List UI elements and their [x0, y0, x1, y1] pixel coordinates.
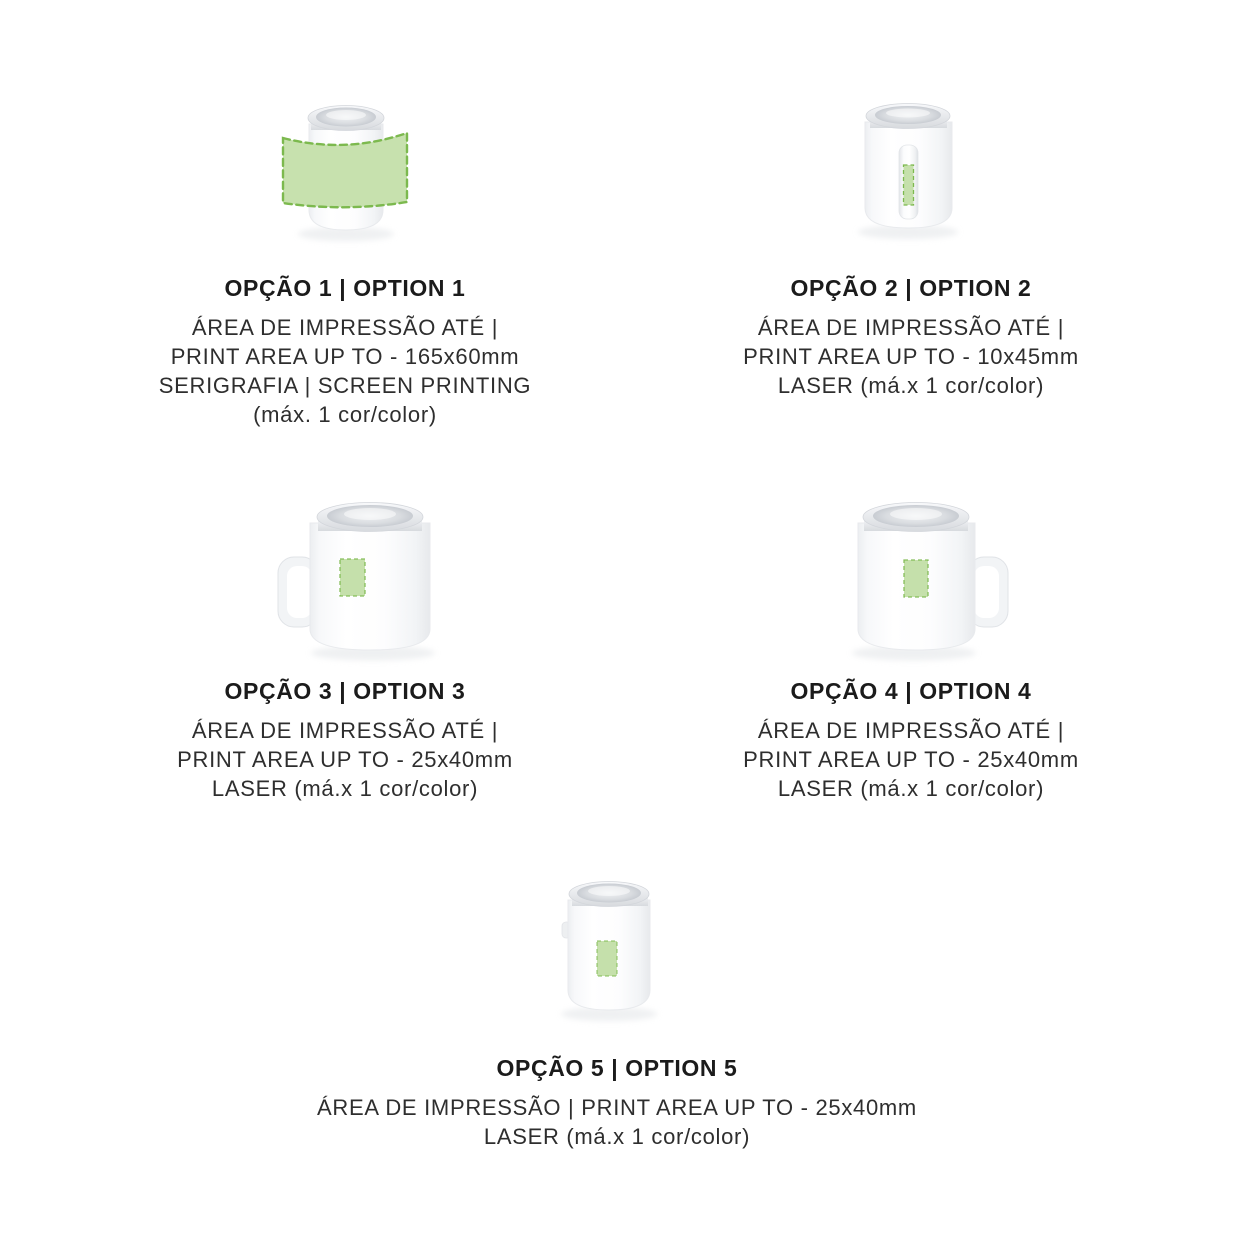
print-area-band [283, 133, 407, 207]
description-line: PRINT AREA UP TO - 165x60mm [170, 344, 520, 369]
option-block-4 [696, 493, 1126, 803]
description-line: PRINT AREA UP TO - 10x45mm [743, 344, 1079, 369]
option-1-description [130, 313, 560, 429]
product-image-option-5 [267, 870, 967, 1054]
option-4-title: OPÇÃO 4 | OPTION 4 [790, 678, 1032, 704]
description-line: (máx. 1 cor/color) [253, 402, 437, 427]
product-image-option-4 [696, 493, 1126, 677]
option-block-2 [696, 90, 1126, 400]
option-block-3 [130, 493, 560, 803]
description-line: ÁREA DE IMPRESSÃO ATÉ | [191, 315, 499, 340]
description-line: SERIGRAFIA | SCREEN PRINTING [158, 373, 532, 398]
mug-lid [569, 882, 649, 907]
description-line: ÁREA DE IMPRESSÃO ATÉ | [757, 315, 1065, 340]
option-5-title: OPÇÃO 5 | OPTION 5 [496, 1055, 738, 1081]
description-line: ÁREA DE IMPRESSÃO ATÉ | [191, 718, 499, 743]
mug-lid [308, 106, 384, 131]
product-image-option-1 [130, 90, 560, 274]
option-4-description [696, 716, 1126, 803]
option-2-description [696, 313, 1126, 400]
mug-left-handle-illustration [130, 493, 560, 677]
mug-right-handle-illustration [696, 493, 1126, 677]
option-block-5 [267, 870, 967, 1151]
tumbler-rect-illustration [267, 870, 967, 1054]
print-area-strip [904, 165, 914, 205]
option-2-title: OPÇÃO 2 | OPTION 2 [790, 275, 1032, 301]
description-line: LASER (má.x 1 cor/color) [483, 1124, 751, 1149]
option-block-1 [130, 90, 560, 429]
description-line: PRINT AREA UP TO - 25x40mm [177, 747, 513, 772]
mug-lid [866, 104, 950, 129]
description-line: ÁREA DE IMPRESSÃO | PRINT AREA UP TO - 25x40mm [317, 1095, 917, 1120]
print-area-rect [904, 560, 928, 597]
description-line: PRINT AREA UP TO - 25x40mm [743, 747, 1079, 772]
mug-body [310, 523, 430, 650]
print-area-rect [340, 559, 365, 596]
mug-lid [863, 503, 969, 532]
option-5-description [267, 1093, 967, 1151]
description-line: LASER (má.x 1 cor/color) [777, 776, 1045, 801]
product-image-option-2 [696, 90, 1126, 274]
mug-lid [317, 503, 423, 532]
product-image-option-3 [130, 493, 560, 677]
tumbler-band-illustration [130, 90, 560, 274]
description-line: LASER (má.x 1 cor/color) [777, 373, 1045, 398]
option-1-title: OPÇÃO 1 | OPTION 1 [224, 275, 466, 301]
description-line: ÁREA DE IMPRESSÃO ATÉ | [757, 718, 1065, 743]
mug-front-handle-illustration [696, 90, 1126, 274]
print-area-rect [597, 941, 617, 976]
description-line: LASER (má.x 1 cor/color) [211, 776, 479, 801]
option-3-description [130, 716, 560, 803]
option-3-title: OPÇÃO 3 | OPTION 3 [224, 678, 466, 704]
